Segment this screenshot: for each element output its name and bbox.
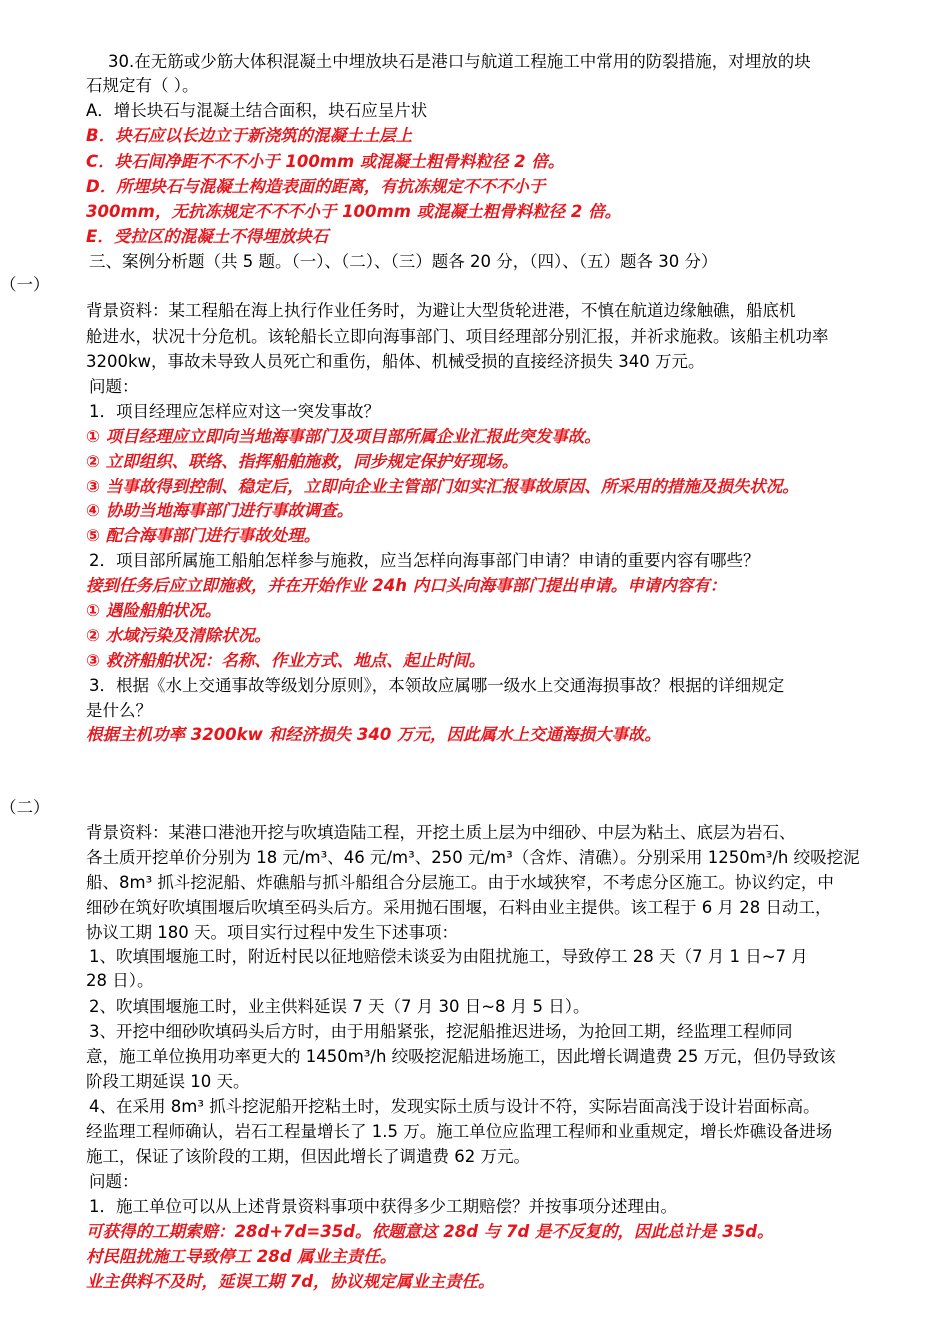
case2-background-line4: 细砂在筑好吹填围堰后吹填至码头后方。采用抛石围堰，石料由业主提供。该工程于 6 月 28 日动工， <box>86 898 832 917</box>
q30-option-d-line2: 300mm，无抗冻规定不不不小于 100mm 或混凝土粗骨料粒径 2 倍。 <box>86 202 622 221</box>
case1-answer3: 根据主机功率 3200kw 和经济损失 340 万元，因此属水上交通海损大事故。 <box>86 725 662 744</box>
q30-option-e: E．受拉区的混凝土不得埋放块石 <box>86 227 329 246</box>
case2-event2: 2、吹填围堰施工时，业主供料延误 7 天（7 月 30 日~8 月 5 日）。 <box>89 997 590 1016</box>
case1-question1: 1．项目经理应怎样应对这一突发事故？ <box>89 402 380 421</box>
q30-option-c: C．块石间净距不不不小于 100mm 或混凝土粗骨料粒径 2 倍。 <box>86 152 565 171</box>
case1-answer2-item1: ① 遇险船舶状况。 <box>86 601 222 620</box>
case2-answer1-line1: 可获得的工期索赔：28d+7d=35d。依题意这 28d 与 7d 是不反复的，因此总计是 35d。 <box>86 1222 774 1241</box>
case1-answer2-intro: 接到任务后应立即施救，并在开始作业 24h 内口头向海事部门提出申请。申请内容有： <box>86 576 727 595</box>
case1-answer1-item3: ③ 当事故得到控制、稳定后，立即向企业主管部门如实汇报事故原因、所采用的措施及损失状况。 <box>86 477 799 496</box>
case1-number: （一） <box>0 275 50 294</box>
q30-stem-line2: 石规定有（ ）。 <box>86 76 199 95</box>
case2-questions-label: 问题： <box>89 1172 139 1191</box>
case2-event1-line2: 28 日）。 <box>86 971 154 990</box>
case2-background-line1: 背景资料：某港口港池开挖与吹填造陆工程，开挖土质上层为中细砂、中层为粘土、底层为岩石、 <box>86 823 796 842</box>
case1-questions-label: 问题： <box>89 377 139 396</box>
case1-question3-line1: 3．根据《水上交通事故等级划分原则》，本领故应属哪一级水上交通海损事故？根据的详细规定 <box>89 676 785 695</box>
case2-event4-line3: 施工，保证了该阶段的工期，但因此增长了调遣费 62 万元。 <box>86 1147 530 1166</box>
case2-question1: 1．施工单位可以从上述背景资料事项中获得多少工期赔偿？并按事项分述理由。 <box>89 1197 677 1216</box>
case2-event1-line1: 1、吹填围堰施工时，附近村民以征地赔偿未谈妥为由阻扰施工，导致停工 28 天（7 月 1 日~7 月 <box>89 947 808 966</box>
case2-event4-line2: 经监理工程师确认，岩石工程量增长了 1.5 万。施工单位应监理工程师和业重规定，增长炸礁设备进场 <box>86 1122 833 1141</box>
case1-question2: 2．项目部所属施工船舶怎样参与施救，应当怎样向海事部门申请？申请的重要内容有哪些？ <box>89 551 760 570</box>
case1-question3-line2: 是什么？ <box>86 701 152 720</box>
case2-background-line5: 协议工期 180 天。项目实行过程中发生下述事项： <box>86 923 458 942</box>
case1-answer1-item1: ① 项目经理应立即向当地海事部门及项目部所属企业汇报此突发事故。 <box>86 427 601 446</box>
case2-answer1-line3: 业主供料不及时，延误工期 7d，协议规定属业主责任。 <box>86 1272 495 1291</box>
section3-heading: 三、案例分析题（共 5 题。（一）、（二）、（三）题各 20 分，（四）、（五）题各 30 分） <box>89 252 718 271</box>
case2-background-line2: 各土质开挖单价分别为 18 元/m³、46 元/m³、250 元/m³（含炸、清礁）。分别采用 1250m³/h 绞吸挖泥 <box>86 848 860 867</box>
case2-event3-line3: 阶段工期延误 10 天。 <box>86 1072 250 1091</box>
case2-background-line3: 船、8m³ 抓斗挖泥船、炸礁船与抓斗船组合分层施工。由于水域狭窄，不考虑分区施工。协议约定，中 <box>86 873 834 892</box>
q30-option-d-line1: D．所埋块石与混凝土构造表面的距离，有抗冻规定不不不小于 <box>86 177 546 196</box>
case1-answer2-item2: ② 水域污染及清除状况。 <box>86 626 271 645</box>
case2-event3-line1: 3、开挖中细砂吹填码头后方时，由于用船紧张，挖泥船推迟进场，为抢回工期，经监理工程师同 <box>89 1022 793 1041</box>
case2-answer1-line2: 村民阻扰施工导致停工 28d 属业主责任。 <box>86 1247 397 1266</box>
case1-answer2-item3: ③ 救济船舶状况：名称、作业方式、地点、起止时间。 <box>86 651 486 670</box>
case2-event3-line2: 意，施工单位换用功率更大的 1450m³/h 绞吸挖泥船进场施工，因此增长调遣费 25 万元，但仍导致该 <box>86 1047 836 1066</box>
case1-background-line3: 3200kw，事故未导致人员死亡和重伤，船体、机械受损的直接经济损失 340 万元。 <box>86 352 705 371</box>
q30-stem-line1: 30.在无筋或少筋大体积混凝土中埋放块石是港口与航道工程施工中常用的防裂措施，对埋放的块 <box>108 52 811 71</box>
case1-background-line2: 舱进水，状况十分危机。该轮船长立即向海事部门、项目经理部分别汇报，并祈求施救。该船主机功率 <box>86 327 829 346</box>
q30-option-b: B．块石应以长边立于新浇筑的混凝土土层上 <box>86 126 413 145</box>
case1-answer1-item4: ④ 协助当地海事部门进行事故调查。 <box>86 501 354 520</box>
q30-option-a: A．增长块石与混凝土结合面积，块石应呈片状 <box>86 101 428 120</box>
case1-background-line1: 背景资料：某工程船在海上执行作业任务时，为避让大型货轮进港，不慎在航道边缘触礁，船底机 <box>86 301 796 320</box>
case2-event4-line1: 4、在采用 8m³ 抓斗挖泥船开挖粘土时，发现实际土质与设计不符，实际岩面高浅于设计岩面标高。 <box>89 1097 820 1116</box>
case1-answer1-item2: ② 立即组织、联络、指挥船舶施救，同步规定保护好现场。 <box>86 452 519 471</box>
case2-number: （二） <box>0 798 50 817</box>
case1-answer1-item5: ⑤ 配合海事部门进行事故处理。 <box>86 526 321 545</box>
